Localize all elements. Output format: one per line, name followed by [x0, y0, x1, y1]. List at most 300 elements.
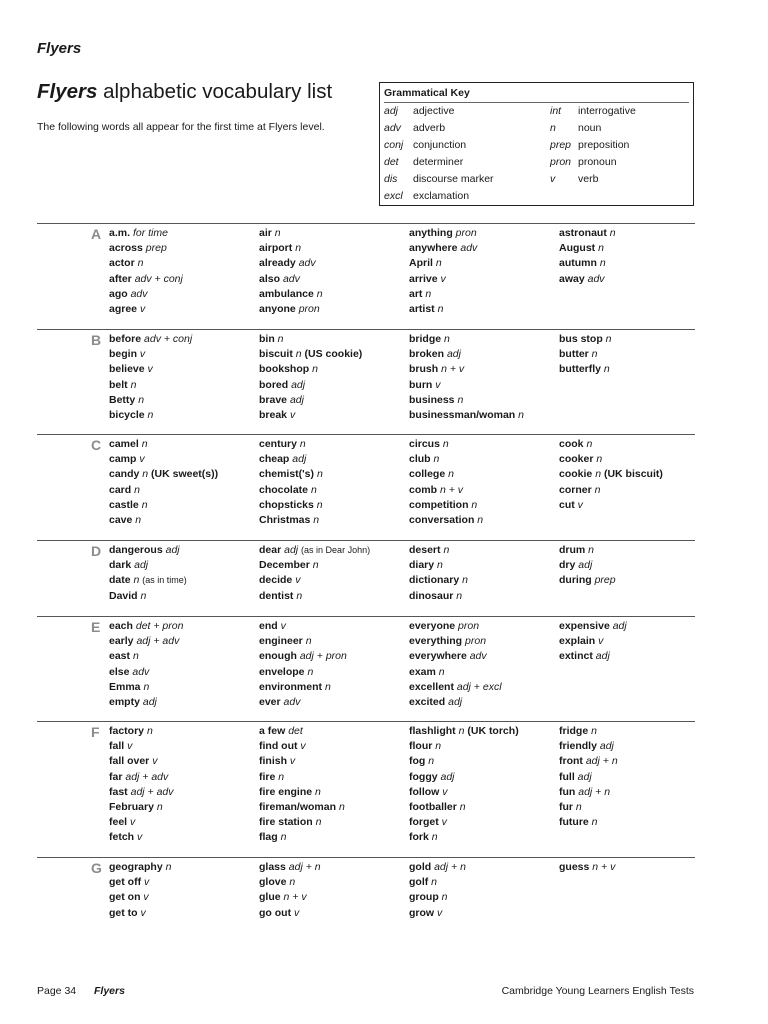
vocab-word: airport [259, 242, 293, 255]
word-column [409, 543, 468, 604]
vocab-entry [109, 378, 192, 393]
vocab-word: camel [109, 438, 139, 450]
running-head: Flyers [37, 40, 82, 57]
section-d [37, 540, 695, 602]
part-of-speech: adv [587, 272, 605, 285]
key-meaning: adjective [413, 105, 455, 117]
part-of-speech: adj [577, 770, 592, 783]
vocab-entry [259, 467, 323, 482]
vocab-entry [409, 378, 524, 393]
part-of-speech: adj + n [288, 861, 321, 873]
vocab-entry [559, 860, 615, 875]
vocab-word: a few [259, 725, 286, 737]
vocab-word: fire [259, 770, 276, 783]
part-of-speech: adv [298, 257, 316, 270]
section-g [37, 857, 695, 919]
vocab-entry [109, 634, 183, 649]
vocab-entry [109, 860, 171, 875]
vocab-word: artist [409, 302, 435, 315]
key-meaning: pronoun [578, 156, 617, 168]
vocab-word: candy [109, 468, 140, 481]
word-column [109, 543, 187, 604]
vocab-word: each [109, 620, 133, 632]
vocab-word: friendly [559, 740, 597, 753]
vocab-entry [259, 680, 347, 695]
vocab-word: fun [559, 785, 576, 798]
vocab-entry [259, 589, 370, 604]
vocab-word: Betty [109, 393, 136, 406]
part-of-speech: v [143, 891, 149, 904]
part-of-speech: n [130, 378, 137, 391]
vocab-entry [259, 770, 345, 785]
vocab-word: ever [259, 695, 281, 708]
vocab-word: century [259, 438, 297, 450]
vocab-word: ago [109, 287, 128, 300]
vocab-word: bus stop [559, 333, 603, 345]
part-of-speech: n [277, 333, 284, 345]
part-of-speech: adv [283, 695, 301, 708]
vocab-word: future [559, 816, 589, 829]
part-of-speech: n [313, 513, 320, 526]
part-of-speech: adj + n [578, 785, 611, 798]
part-of-speech: adj + adv [136, 635, 180, 648]
vocab-word: dear [259, 544, 282, 556]
vocab-entry [409, 860, 466, 875]
vocab-entry [259, 393, 362, 408]
part-of-speech: adv [132, 665, 150, 678]
section-letter: C [91, 437, 102, 453]
part-of-speech: n [433, 453, 440, 466]
vocab-entry [109, 573, 187, 588]
vocab-entry [409, 754, 519, 769]
part-of-speech: n [289, 876, 296, 889]
vocab-entry [409, 695, 502, 710]
part-of-speech: adv + conj [134, 272, 183, 285]
vocab-word: everywhere [409, 650, 467, 663]
vocab-entry [109, 467, 218, 482]
vocab-word: fireman/woman [259, 800, 337, 813]
vocab-word: astronaut [559, 227, 607, 239]
vocab-entry [559, 634, 627, 649]
word-column [259, 619, 347, 710]
vocab-word: business [409, 393, 455, 406]
section-b [37, 329, 695, 421]
vocab-entry [559, 226, 616, 241]
vocab-word: believe [109, 363, 145, 376]
vocab-entry [259, 558, 370, 573]
part-of-speech: n [462, 574, 468, 587]
vocab-word: excellent [409, 680, 454, 693]
part-of-speech: v [437, 906, 443, 919]
vocab-entry [259, 754, 345, 769]
vocab-entry [259, 287, 323, 302]
vocab-word: college [409, 468, 446, 481]
section-letter: F [91, 724, 100, 740]
vocab-word: dictionary [409, 574, 460, 587]
key-abbreviation: conj [384, 139, 404, 151]
word-column [109, 226, 183, 317]
vocab-entry [109, 680, 183, 695]
vocab-word: club [409, 453, 431, 466]
vocab-word: dinosaur [409, 589, 454, 602]
vocab-word: begin [109, 348, 137, 361]
key-meaning: discourse marker [413, 173, 494, 185]
vocab-entry [259, 347, 362, 362]
section-letter: E [91, 619, 101, 635]
vocab-word: finish [259, 755, 287, 768]
part-of-speech: adj [284, 544, 299, 556]
vocab-word: also [259, 272, 281, 285]
vocab-word: get on [109, 891, 141, 904]
key-meaning: determiner [413, 156, 464, 168]
part-of-speech: n [307, 665, 314, 678]
part-of-speech: n [305, 635, 312, 648]
vocab-word: follow [409, 785, 440, 798]
vocab-entry [559, 800, 618, 815]
vocab-word: a.m. [109, 227, 131, 239]
vocab-word: everything [409, 635, 463, 648]
vocab-entry [109, 695, 183, 710]
part-of-speech: n [457, 393, 464, 406]
key-meaning: conjunction [413, 139, 467, 151]
vocab-entry [259, 724, 345, 739]
part-of-speech: v [289, 408, 296, 421]
vocab-word: cooker [559, 453, 594, 466]
vocab-word: gold [409, 861, 432, 873]
key-abbreviation: v [550, 173, 556, 185]
key-abbreviation: int [550, 105, 562, 117]
vocab-word: fall over [109, 755, 150, 768]
part-of-speech: prep [594, 574, 616, 587]
part-of-speech: n [140, 589, 147, 602]
word-column [109, 619, 183, 710]
vocab-entry [409, 890, 466, 905]
vocab-word: art [409, 287, 423, 300]
vocab-word: autumn [559, 257, 597, 270]
part-of-speech: adj [142, 695, 157, 708]
key-abbreviation: adv [384, 122, 401, 134]
vocab-word: cook [559, 438, 584, 450]
vocab-entry [109, 452, 218, 467]
part-of-speech: adj [612, 620, 627, 632]
part-of-speech: n [134, 483, 140, 496]
vocab-entry [109, 558, 187, 573]
vocab-entry [559, 483, 663, 498]
vocab-word: cookie [559, 468, 593, 481]
vocab-entry [259, 452, 323, 467]
part-of-speech: n [435, 740, 442, 753]
part-of-speech: n [477, 513, 484, 526]
vocab-entry [109, 408, 192, 423]
vocab-entry [409, 226, 477, 241]
part-of-speech: v [139, 348, 146, 361]
vocab-entry [409, 483, 483, 498]
part-of-speech: n [312, 363, 318, 376]
part-of-speech: n [459, 800, 466, 813]
word-column [559, 724, 618, 830]
section-f [37, 721, 695, 844]
vocab-entry [409, 332, 524, 347]
vocab-word: bookshop [259, 363, 310, 376]
vocab-word: anywhere [409, 242, 458, 255]
part-of-speech: n [135, 513, 142, 526]
vocab-word: fur [559, 800, 573, 813]
vocab-word: air [259, 227, 272, 239]
vocab-word: broken [409, 348, 445, 361]
word-column [409, 226, 477, 317]
part-of-speech: n [599, 257, 606, 270]
word-column [559, 619, 627, 665]
vocab-entry [559, 543, 616, 558]
vocab-entry [409, 573, 468, 588]
vocab-entry [559, 498, 663, 513]
vocab-word: after [109, 272, 132, 285]
part-of-speech: v [130, 816, 136, 829]
word-column [559, 543, 616, 589]
vocab-entry [109, 906, 171, 921]
usage-note: (as in Dear John) [301, 545, 371, 555]
part-of-speech: adj [134, 559, 149, 572]
key-abbreviation: prep [550, 139, 572, 151]
vocab-word: away [559, 272, 585, 285]
vocab-word: envelope [259, 665, 305, 678]
part-of-speech: n [435, 257, 442, 270]
vocab-word: fork [409, 831, 429, 844]
vocab-entry [409, 724, 519, 739]
part-of-speech: adj [165, 544, 180, 556]
vocab-entry [259, 890, 321, 905]
vocab-entry [259, 906, 321, 921]
page-title [37, 80, 332, 104]
vocab-entry [259, 498, 323, 513]
part-of-speech: n [143, 680, 150, 693]
part-of-speech: v [294, 906, 300, 919]
key-abbreviation: excl [384, 190, 403, 202]
part-of-speech: n [316, 468, 323, 481]
part-of-speech: v [289, 755, 296, 768]
word-column [409, 332, 524, 423]
part-of-speech: n [137, 257, 144, 270]
part-of-speech: v [295, 574, 301, 587]
word-column [259, 437, 323, 528]
vocab-entry [409, 830, 519, 845]
intro-text: The following words all appear for the first time at Flyers level. [37, 121, 325, 133]
vocab-entry [109, 272, 183, 287]
part-of-speech: n [316, 498, 323, 511]
vocab-entry [109, 649, 183, 664]
vocab-entry [109, 302, 183, 317]
part-of-speech: n [165, 861, 172, 873]
vocab-word: dark [109, 559, 132, 572]
vocab-word: feel [109, 816, 128, 829]
vocab-word: Christmas [259, 513, 311, 526]
vocab-word: Emma [109, 680, 141, 693]
part-of-speech: n [591, 725, 597, 737]
vocab-entry [109, 332, 192, 347]
vocab-word: cut [559, 498, 575, 511]
vocab-entry [259, 830, 345, 845]
part-of-speech: adj + n [585, 755, 618, 768]
vocab-entry [259, 437, 323, 452]
vocab-word: brave [259, 393, 288, 406]
usage-note: (UK biscuit) [603, 468, 663, 481]
word-column [559, 226, 616, 287]
vocab-word: bicycle [109, 408, 145, 421]
word-column [259, 860, 321, 921]
vocab-word: chemist('s) [259, 468, 315, 481]
vocab-word: diary [409, 559, 435, 572]
word-column [409, 724, 519, 846]
vocab-entry [109, 770, 174, 785]
part-of-speech: n + v [439, 483, 463, 496]
vocab-word: empty [109, 695, 140, 708]
vocab-word: comb [409, 483, 438, 496]
vocab-word: card [109, 483, 132, 496]
part-of-speech: adj [578, 559, 593, 572]
vocab-word: fall [109, 740, 125, 753]
word-column [559, 860, 615, 875]
part-of-speech: n [598, 242, 604, 255]
part-of-speech: adj + n [434, 861, 466, 873]
vocab-word: biscuit [259, 348, 293, 361]
grammatical-key [379, 82, 694, 206]
vocab-word: brush [409, 363, 439, 376]
word-column [259, 226, 323, 317]
vocab-word: during [559, 574, 592, 587]
vocab-word: butter [559, 348, 589, 361]
vocab-word: fast [109, 785, 128, 798]
vocab-entry [109, 815, 174, 830]
vocab-word: conversation [409, 513, 475, 526]
section-letter: B [91, 332, 102, 348]
section-a [37, 223, 695, 315]
part-of-speech: n [448, 468, 454, 481]
vocab-entry [409, 393, 524, 408]
part-of-speech: n [141, 438, 148, 450]
vocab-word: dry [559, 559, 576, 572]
key-meaning: adverb [413, 122, 446, 134]
vocab-entry [409, 498, 483, 513]
vocab-word: cave [109, 513, 133, 526]
vocab-entry [409, 241, 477, 256]
part-of-speech: adj + adv [130, 785, 174, 798]
vocab-word: ambulance [259, 287, 314, 300]
vocab-word: extinct [559, 650, 593, 663]
word-column [559, 437, 663, 513]
vocab-entry [259, 860, 321, 875]
part-of-speech: n [431, 831, 438, 844]
vocab-entry [559, 724, 618, 739]
vocab-word: glue [259, 891, 281, 904]
part-of-speech: n [428, 755, 435, 768]
vocab-entry [109, 287, 183, 302]
vocab-word: find out [259, 740, 298, 753]
vocab-word: chopsticks [259, 498, 314, 511]
part-of-speech: n [295, 348, 302, 361]
part-of-speech: v [440, 272, 446, 285]
vocab-word: February [109, 800, 154, 813]
vocab-word: agree [109, 302, 138, 315]
vocab-entry [409, 815, 519, 830]
part-of-speech: v [300, 740, 306, 753]
vocab-entry [259, 378, 362, 393]
vocab-entry [409, 619, 502, 634]
key-abbreviation: adj [384, 105, 399, 117]
vocab-word: anyone [259, 302, 296, 315]
part-of-speech: n + v [592, 861, 616, 873]
vocab-word: guess [559, 861, 590, 873]
part-of-speech: adj [440, 770, 455, 783]
part-of-speech: n [444, 333, 450, 345]
part-of-speech: pron [455, 227, 477, 239]
part-of-speech: n [138, 393, 145, 406]
vocab-entry [259, 513, 323, 528]
vocab-entry [259, 256, 323, 271]
vocab-entry [559, 770, 618, 785]
vocab-entry [409, 785, 519, 800]
vocab-word: forget [409, 816, 439, 829]
vocab-entry [409, 347, 524, 362]
vocab-word: get to [109, 906, 138, 919]
vocab-word: go out [259, 906, 292, 919]
vocab-word: August [559, 242, 596, 255]
vocab-entry [559, 452, 663, 467]
footer-level: Flyers [94, 985, 125, 997]
vocab-entry [409, 513, 483, 528]
vocab-entry [409, 452, 483, 467]
part-of-speech: n [591, 816, 598, 829]
vocab-entry [109, 890, 171, 905]
part-of-speech: v [442, 785, 448, 798]
key-abbreviation: dis [384, 173, 398, 185]
vocab-word: desert [409, 544, 441, 556]
part-of-speech: v [139, 453, 145, 466]
footer-page-number: Page 34 [37, 985, 77, 997]
word-column [259, 332, 362, 423]
vocab-entry [409, 680, 502, 695]
vocab-entry [559, 573, 616, 588]
part-of-speech: adj [289, 393, 304, 406]
vocab-entry [409, 665, 502, 680]
part-of-speech: n [596, 453, 603, 466]
vocab-word: flashlight [409, 725, 456, 737]
part-of-speech: n [591, 348, 598, 361]
vocab-word: anything [409, 227, 453, 239]
grammatical-key-divider [384, 102, 689, 103]
word-column [559, 332, 612, 378]
vocab-entry [559, 241, 616, 256]
part-of-speech: v [280, 620, 286, 632]
vocab-entry [409, 437, 483, 452]
word-column [409, 437, 483, 528]
vocab-entry [409, 739, 519, 754]
vocab-word: engineer [259, 635, 303, 648]
vocab-entry [259, 332, 362, 347]
vocab-entry [109, 619, 183, 634]
vocab-entry [259, 241, 323, 256]
vocab-entry [409, 543, 468, 558]
vocab-entry [109, 785, 174, 800]
vocab-entry [259, 875, 321, 890]
vocab-word: far [109, 770, 123, 783]
part-of-speech: n [594, 483, 601, 496]
part-of-speech: n [518, 408, 524, 421]
part-of-speech: adj + pron [299, 650, 347, 663]
part-of-speech: n [146, 725, 153, 737]
vocab-word: date [109, 574, 131, 587]
part-of-speech: n [437, 559, 443, 572]
part-of-speech: adj [599, 740, 614, 753]
